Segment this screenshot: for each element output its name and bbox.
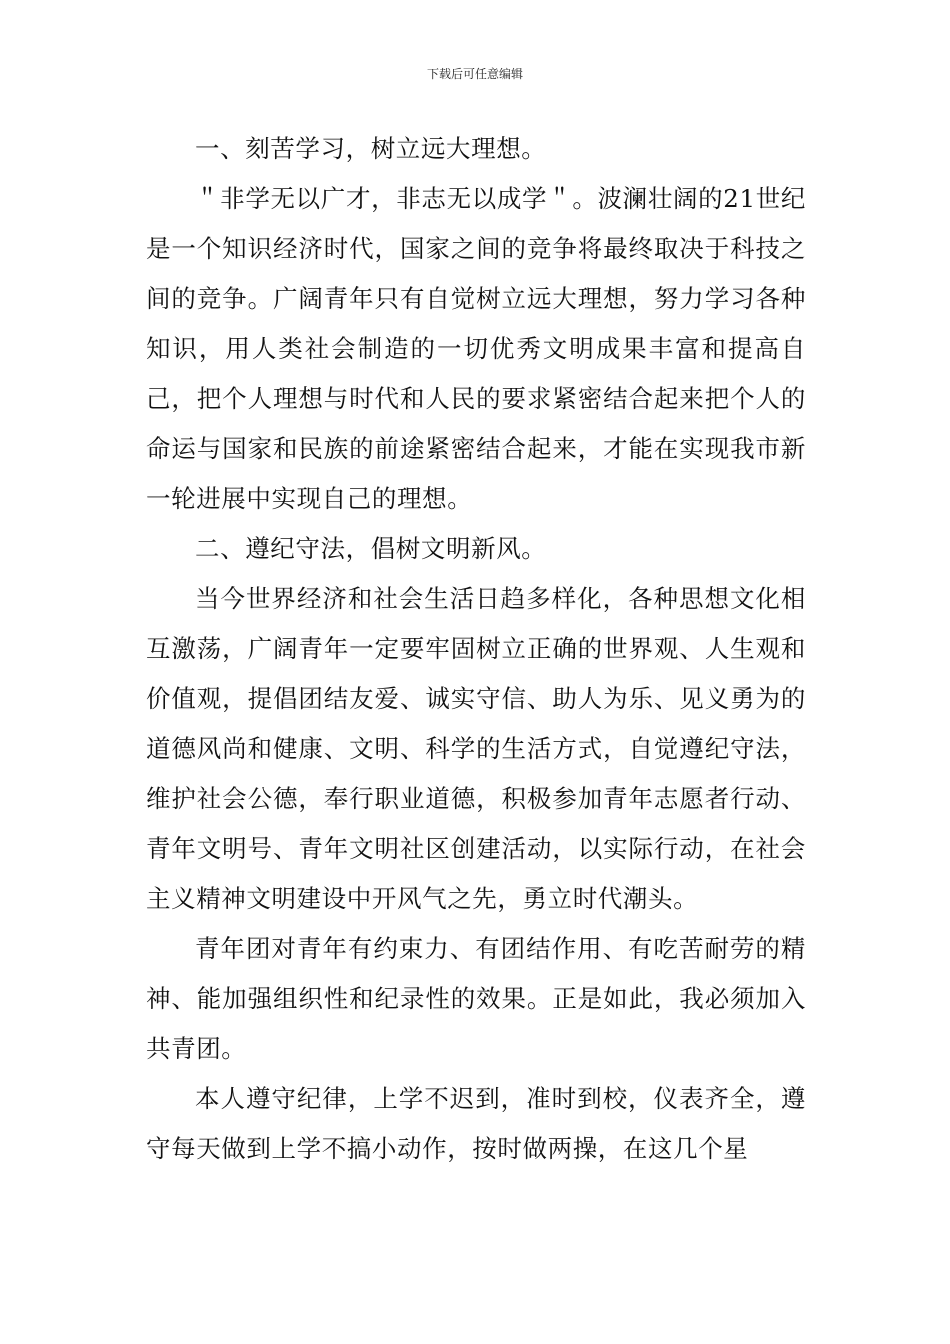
paragraph-2: 当今世界经济和社会生活日趋多样化，各种思想文化相互激荡，广阔青年一定要牢固树立正确的世界观、人生观和价值观，提倡团结友爱、诚实守信、助人为乐、见义勇为的道德风尚和健康、文明、科学的生活方式，自觉遵纪守法，维护社会公德，奉行职业道德，积极参加青年志愿者行动、青年文明号、青年文明社区创建活动，以实际行动，在社会主义精神文明建设中开风气之先，勇立时代潮头。 — [146, 584, 806, 913]
section-heading-1: 一、刻苦学习，树立远大理想。 — [195, 134, 547, 163]
paragraph-3: 青年团对青年有约束力、有团结作用、有吃苦耐劳的精神、能加强组织性和纪录性的效果。正是如此，我必须加入共青团。 — [146, 934, 806, 1063]
paragraph-4: 本人遵守纪律，上学不迟到，准时到校，仪表齐全，遵守每天做到上学不搞小动作，按时做两操，在这几个星 — [146, 1084, 806, 1163]
document-body — [146, 124, 806, 1174]
page-header: 下载后可任意编辑 — [426, 67, 523, 81]
paragraph-1: ＂非学无以广才，非志无以成学＂。波澜壮阔的21世纪是一个知识经济时代，国家之间的竞争将最终取决于科技之间的竞争。广阔青年只有自觉树立远大理想，努力学习各种知识，用人类社会制造的一切优秀文明成果丰富和提高自己，把个人理想与时代和人民的要求紧密结合起来把个人的命运与国家和民族的前途紧密结合起来，才能在实现我市新一轮进展中实现自己的理想。 — [146, 184, 806, 513]
section-heading-2: 二、遵纪守法，倡树文明新风。 — [195, 534, 547, 563]
